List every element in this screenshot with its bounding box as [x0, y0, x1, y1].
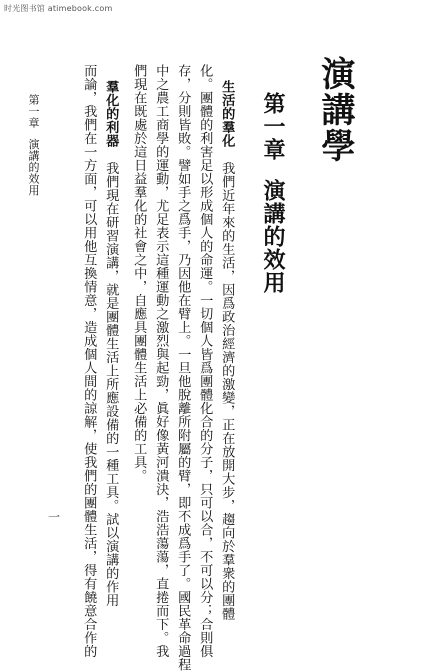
body-text: 存，分則皆敗。譬如手之爲手，乃因他在臂上。一旦他脫離所附屬的臂，即不成爲手了。國民革命過程 [175, 64, 191, 672]
body-column [176, 64, 189, 672]
section-heading: 羣化的利器 [103, 80, 119, 148]
footer-chapter: 第一章 [27, 94, 40, 129]
body-text: 中之農工商學的運動，尤足表示這種運動之激烈與起勁，眞好像黃河潰決，浩浩蕩蕩，直捲而下。我 [153, 64, 169, 658]
body-column [198, 64, 211, 658]
chapter-title: 演講的效用 [260, 179, 286, 294]
body-text: 我們近年來的生活，因爲政治經濟的激變，正在放開大步，趨向於羣衆的團體 [219, 161, 235, 621]
body-column [104, 80, 117, 607]
chapter-number: 第一章 [260, 92, 286, 161]
body-column [154, 64, 167, 658]
book-title: 演講學 [315, 56, 355, 164]
watermark: 时光图书馆 atimebook.com [4, 4, 113, 13]
running-footer [28, 94, 39, 196]
chapter-heading [262, 92, 284, 294]
body-column [82, 64, 95, 658]
body-text: 化。團體的利害足以形成個人的命運。一切個人皆爲團體化合的分子，只可以合，不可以分；合則俱 [197, 64, 213, 658]
page-number: 一 [48, 510, 61, 524]
footer-title: 演講的效用 [27, 138, 40, 196]
body-text: 我們現在研習演講，就是團體生活上所應設備的一種工具。試以演講的作用 [103, 161, 119, 607]
body-column [220, 80, 233, 621]
section-heading: 生活的羣化 [219, 80, 235, 148]
body-text: 而論，我們在一方面，可以用他互換情意，造成個人間的諒解，使我們的團體生活，得有饒意合作的 [81, 64, 97, 658]
body-text: 們現在既處於這日益羣化的社會之中，自應具團體生活上必備的工具。 [131, 64, 147, 483]
body-column [132, 64, 145, 483]
